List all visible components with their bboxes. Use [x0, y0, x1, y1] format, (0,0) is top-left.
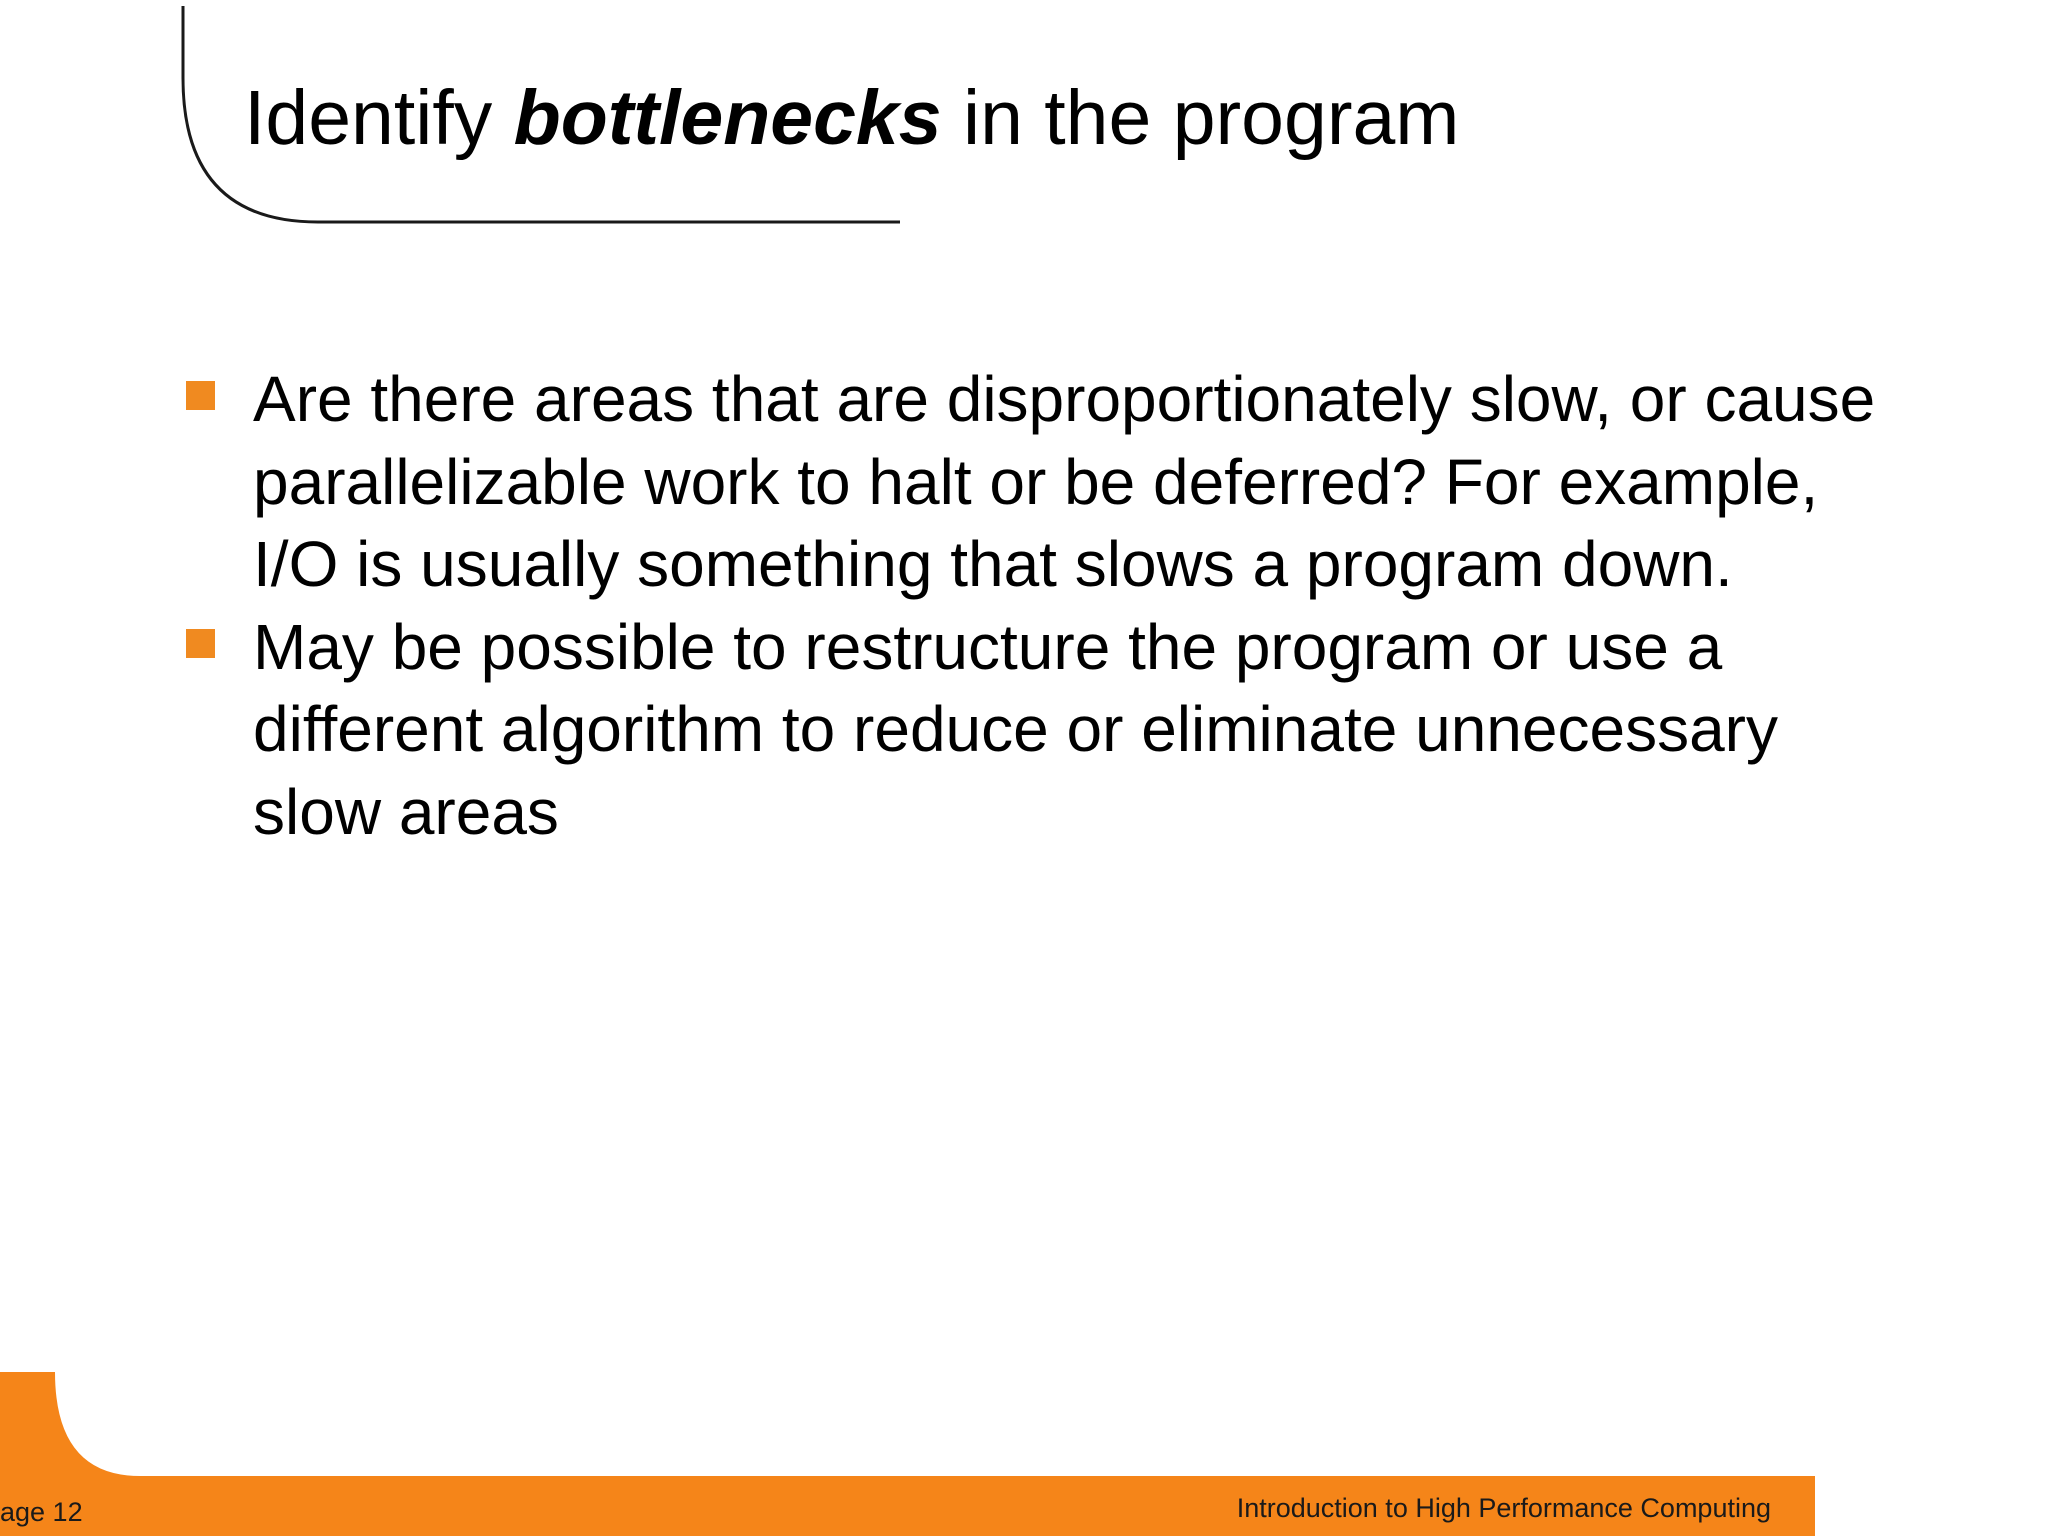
slide-title — [244, 72, 1459, 164]
square-bullet-icon — [186, 381, 215, 410]
bullet-item — [186, 358, 1886, 606]
title-emphasis: bottlenecks — [513, 75, 942, 161]
bullet-text: May be possible to restructure the program or use a different algorithm to reduce or eliminate unnecessary slow areas — [253, 610, 1778, 848]
footer-presentation-title: Introduction to High Performance Computing — [1236, 1493, 1771, 1523]
bullet-list — [186, 358, 1886, 853]
title-suffix: in the program — [941, 75, 1460, 161]
footer-curve-decoration — [0, 1372, 140, 1478]
title-prefix: Identify — [244, 75, 514, 161]
bullet-item — [186, 606, 1886, 854]
square-bullet-icon — [186, 629, 215, 658]
bullet-text: Are there areas that are disproportionately slow, or cause parallelizable work to halt or be deferred? For example, I/O is usually something that slows a program down. — [253, 363, 1876, 600]
page-number: age 12 — [0, 1497, 83, 1527]
